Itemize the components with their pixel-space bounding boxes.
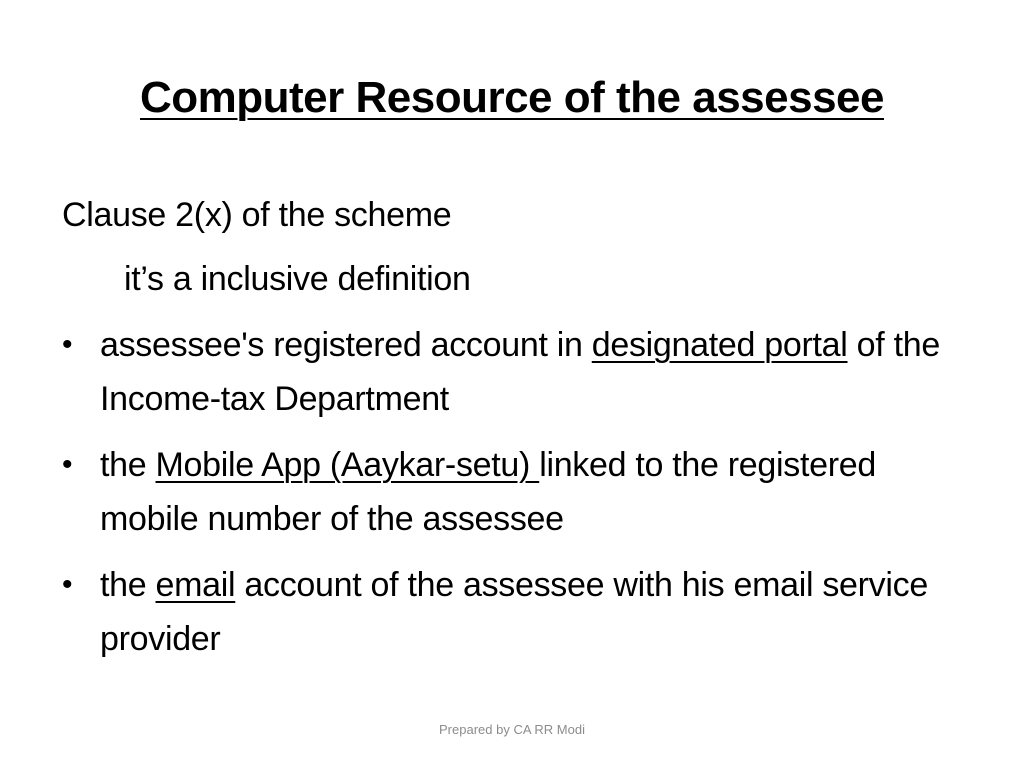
bullet-text bbox=[100, 438, 962, 546]
bullet-dot: • bbox=[62, 448, 73, 481]
bullet-item-1 bbox=[62, 318, 962, 426]
slide-body bbox=[62, 188, 962, 666]
bullet-item-3 bbox=[62, 558, 962, 666]
bullet-underlined-term: designated portal bbox=[591, 326, 848, 364]
bullet-underlined-term: email bbox=[155, 566, 236, 604]
slide-footer: Prepared by CA RR Modi bbox=[439, 722, 585, 737]
bullet-text-pre: the bbox=[100, 446, 156, 484]
bullet-text bbox=[100, 318, 962, 426]
slide-title-text: Computer Resource of the assessee bbox=[139, 73, 884, 122]
bullet-text bbox=[100, 558, 962, 666]
slide-title bbox=[0, 68, 1024, 128]
definition-line: it’s a inclusive definition bbox=[124, 260, 471, 298]
bullet-text-pre: the bbox=[100, 566, 156, 604]
bullet-item-2 bbox=[62, 438, 962, 546]
bullet-underlined-term: Mobile App (Aaykar-setu) bbox=[155, 446, 540, 484]
bullet-text-post: account of the assessee with his email service provider bbox=[100, 566, 928, 658]
intro-line: Clause 2(x) of the scheme bbox=[62, 196, 452, 234]
bullet-dot: • bbox=[62, 568, 73, 601]
bullet-text-post: of the Income-tax Department bbox=[100, 326, 940, 418]
bullet-text-pre: assessee's registered account in bbox=[100, 326, 592, 364]
bullet-dot: • bbox=[62, 328, 73, 361]
bullet-text-post: linked to the registered mobile number of the assessee bbox=[100, 446, 876, 538]
